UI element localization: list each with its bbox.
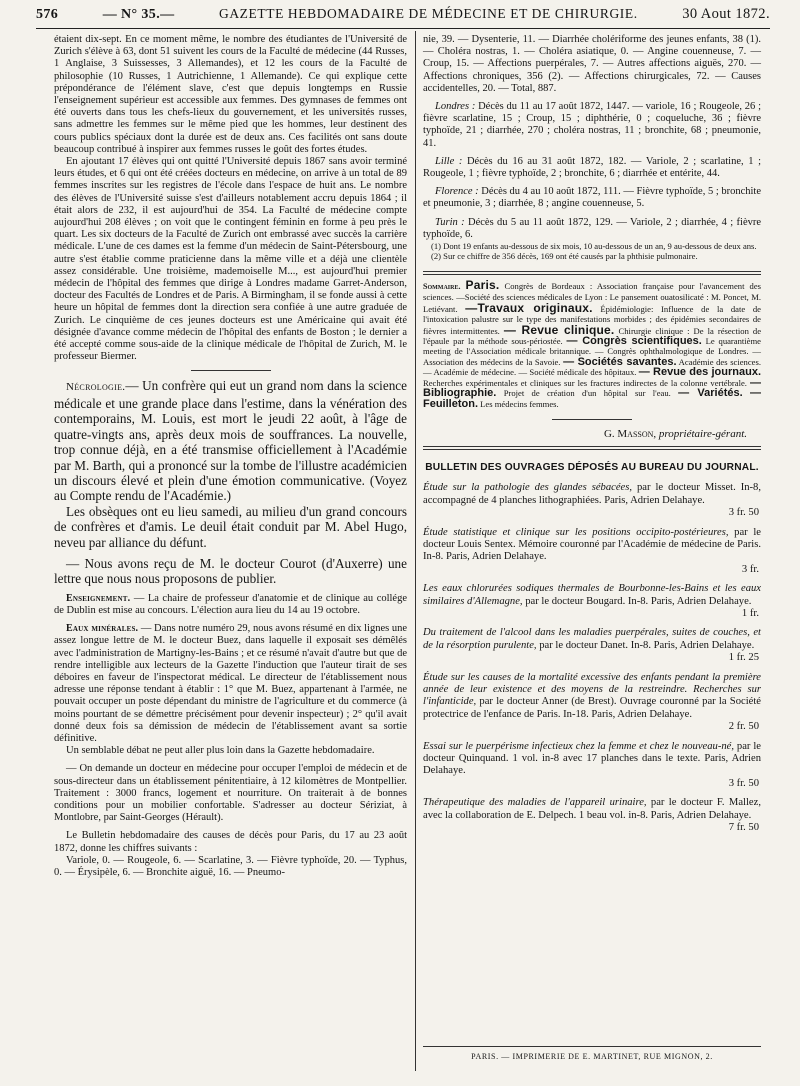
bulletin-paris-stats: Variole, 0. — Rougeole, 6. — Scarlatine, 3. — Fièvre typhoïde, 20. — Typhus, 0. — Érysipèle, 6. — Bronchite aiguë, 16. — Pneumo- — [54, 854, 407, 879]
book-entry — [423, 583, 761, 620]
bulletin-title: BULLETIN DES OUVRAGES DÉPOSÉS AU BUREAU DU JOURNAL. — [425, 462, 759, 474]
city-florence: Florence : — [435, 186, 479, 198]
book-entry — [423, 672, 761, 734]
issue-date: 30 Aout 1872. — [682, 6, 770, 22]
book-entry — [423, 797, 761, 834]
necrology-p1 — [54, 378, 407, 503]
stats-turin-text: Décès du 5 au 11 août 1872, 129. — Variole, 2 ; diarrhée, 4 ; fièvre typhoïde, 6. — [423, 216, 762, 240]
signature — [423, 428, 747, 440]
sommaire-bibliographie: — Bibliographie. — [423, 376, 761, 400]
sommaire-text-6: Recherches expérimentales et cliniques sur les fractures indirectes de la colonne vertébrale. — [423, 377, 747, 388]
book-list — [423, 482, 761, 834]
sommaire-text-1: Congrès de Bordeaux : Association française pour l'avancement des sciences. —Société des sciences médicales de Lyon : Le pansement ouatosilicaté : M. Poncet, M. Letiévant. — [423, 281, 762, 314]
necrology-p2: Les obsèques ont eu lieu samedi, au milieu d'un grand concours de confrères et d'amis. Le deuil était conduit par M. Abel Hugo, neveu par alliance du défunt. — [54, 503, 407, 550]
eaux-minerales-label: Eaux minérales. — [66, 623, 139, 635]
city-londres: Londres : — [435, 101, 476, 113]
book-details: par le docteur Danet. In-8. Paris, Adrien Delahaye. — [539, 639, 755, 651]
issue-number: — N° 35.— — [102, 7, 175, 22]
footnote-1: (1) Dont 19 enfants au-dessous de six mois, 10 au-dessous de un an, 9 au-dessous de deux ans. — [431, 241, 757, 252]
book-price: 1 fr. — [741, 607, 759, 619]
book-price: 3 fr. 50 — [728, 507, 759, 519]
book-price: 3 fr. — [741, 563, 759, 575]
enseignement-label: Enseignement. — [66, 592, 131, 604]
stats-lille — [423, 156, 761, 180]
job-offer-note: — On demande un docteur en médecine pour occuper l'emploi de médecin et de sous-directeur dans un établissement pénitentiaire, à 12 kilomètres de Montpellier. Traitement : 3000 francs, logement et nourriture. On traiterait à de bonnes conditions pour un mobilier confortable. S'adresser au docteur Sériziat, à Montlobre, par Saint-Georges (Hérault). — [54, 763, 407, 824]
stats-florence-text: Décès du 4 au 10 août 1872, 111. — Fièvre typhoïde, 5 ; bronchite et pneumonie, 3 ; diarrhée, 8 ; angine couenneuse, 5. — [423, 186, 762, 210]
section-divider — [191, 370, 271, 371]
debat-note: Un semblable débat ne peut aller plus loin dans la Gazette hebdomadaire. — [66, 745, 375, 757]
signature-role: propriétaire-gérant. — [658, 427, 747, 440]
book-title: Les eaux chlorurées sodiques thermales de Bourbonne-les-Bains et les eaux similaires d'Allemagne, — [423, 583, 761, 607]
column-divider — [415, 31, 416, 1071]
book-details: par le docteur Anner (de Brest). Ouvrage couronné par la Société protectrice de l'enfance de Paris. In-18. Paris, Adrien Delahaye. — [423, 696, 761, 720]
sommaire-revue-journaux: — Revue des journaux. — [638, 366, 761, 379]
bulletin-rule — [423, 446, 761, 450]
sommaire-travaux: —Travaux originaux. — [465, 300, 593, 315]
book-details: par le docteur Louis Sentex. Mémoire couronné par l'Académie de médecine de Paris. In-8. Paris, Adrien Delahaye. — [423, 526, 762, 563]
bulletin-paris-stats-cont: nie, 39. — Dysenterie, 11. — Diarrhée cholériforme des jeunes enfants, 38 (1). — Choléra nostras, 1. — Choléra asiatique, 0. — Angine couenneuse, 7. — Croup, 15. — Affections puerpérales, 7. — Autres affections aiguës, 270. — Affections chroniques, 356 (2). — Affections chirurgicales, 72. — Causes accidentelles, 20. — Total, 887. — [423, 34, 761, 94]
book-title: Étude statistique et clinique sur les positions occipito-postérieures, — [423, 526, 729, 538]
right-column — [423, 34, 761, 841]
sommaire-text-5: Académie des sciences. — Académie de médecine. — Société médicale des hôpitaux. — [423, 356, 761, 378]
enseignement-note — [54, 593, 407, 617]
book-price: 3 fr. 50 — [728, 777, 759, 789]
necrology-text: — Un confrère qui eut un grand nom dans la science médicale et une grande place dans l'estime, dans la vénération des contemporains, M. Louis, est mort le jeudi 22 août, à l'âge de quatre-vingts ans, après deux mois de souffrances. La nouvelle, trop connue déjà, en a été transmise officiellement à l'Académie par M. Barth, qui a prononcé sur la tombe de l'illustre académicien un discours élevé et plein d'une émotion communicative. (Voyez au Compte rendu de l'Académie.) — [54, 378, 407, 504]
sommaire-paris: Paris. — [465, 278, 500, 293]
sommaire-revue-clinique: — Revue clinique. — [503, 322, 615, 337]
stats-florence — [423, 186, 761, 210]
book-price: 1 fr. 25 — [728, 652, 759, 664]
sommaire-text-7: Projet de création d'un hôpital sur l'eau. — [503, 388, 671, 399]
eaux-minerales-note — [54, 623, 407, 745]
article-zurich-p2: En ajoutant 17 élèves qui ont quitté l'Université depuis 1867 sans avoir terminé leurs études, et 6 qui ont été créées docteurs en médecine, on arrive à un total de 89 femmes inscrites sur les registres de l'école dans l'espace de huit ans. Le nombre des élèves de l'Université suisse s'est d'ailleurs notablement accru depuis 1864 ; il était alors de 232, il est aujourd'hui de 354. La Faculté de médecine compte aujourd'hui 208 élèves ; on voit que le contingent féminin en forme à peu près le quart. Les six docteurs de la Faculté de Zurich ont embrassé avec succès la carrière médicale. L'une de ces dames est la femme d'un médecin de Saint-Pétersbourg, une autre s'est établie comme praticienne dans la même ville et a déjà une clientèle assez considérable. Une troisième, mademoiselle M..., est aujourd'hui premier médecin de l'hôpital des femmes que dirige à Londres madame Garret-Anderson, docteur des Facultés de Londres et de Paris. A Birmingham, il se fonde aussi à cette heure un hôpital de femmes dont la direction sera confiée à une autre graduée de Zurich. Le cinquième de ces jeunes docteurs est une Américaine qui avait été désignée d'avance comme médecin de l'hôpital des enfants de Boston ; le dernier a été accepté comme sous-aide de la clinique médicale de l'hôpital de Zurich, M. le professeur Biermer. — [54, 156, 407, 363]
sommaire-text-8: Les médecins femmes. — [480, 398, 559, 409]
sommaire-rule — [423, 271, 761, 275]
book-price: 7 fr. 50 — [728, 822, 759, 834]
book-entry — [423, 527, 761, 577]
city-turin: Turin : — [435, 216, 465, 228]
book-title: Étude sur les causes de la mortalité excessive des enfants pendant la première année de leur existence et des moyens de la restreindre. Recherches sur l'infanticide, — [423, 671, 761, 708]
page-header — [36, 6, 770, 28]
book-title: Essai sur le puerpérisme infectieux chez la femme et chez le nouveau-né, — [423, 740, 735, 752]
page-number: 576 — [36, 7, 59, 22]
header-rule — [36, 28, 770, 29]
bulletin-paris-intro: Le Bulletin hebdomadaire des causes de décès pour Paris, du 17 au 23 août 1872, donne les chiffres suivants : — [54, 830, 407, 854]
stats-turin — [423, 217, 761, 241]
book-details: par le docteur Quinquand. 1 vol. in-8 avec 17 planches dans le texte. Paris, Adrien Delahaye. — [423, 740, 761, 777]
book-entry — [423, 482, 761, 519]
journal-title: GAZETTE HEBDOMADAIRE DE MÉDECINE ET DE CHIRURGIE. — [218, 6, 638, 21]
city-lille: Lille : — [435, 155, 463, 167]
book-title: Du traitement de l'alcool dans les maladies puerpérales, suites de couches, et de la résorption purulente, — [423, 627, 761, 651]
sommaire-block — [423, 280, 761, 409]
stats-londres-text: Décès du 11 au 17 août 1872, 1447. — variole, 16 ; Rougeole, 26 ; fièvre scarlatine, 15 ; Croup, 15 ; diphthérie, 0 ; coqueluche, 36 ; fièvre typhoïde, 21 ; diarrhée, 270 ; choléra nostras, 11 ; bronchite, 68 ; pneumonie, 41. — [423, 101, 761, 149]
book-entry — [423, 741, 761, 791]
sommaire-text-3: Chirurgie clinique : De la résection de l'épaule par la méthode sous-périostée. — [423, 325, 762, 347]
article-zurich-p1: étaient dix-sept. En ce moment même, le nombre des étudiantes de l'Université de Zurich s'élève à 63, dont 51 suivent les cours de la Faculté de médecine (44 Russes, 1 Anglaise, 3 Suissesses, 3 Allemandes), et 12 les cours de la Faculté de philosophie (10 Russes, 1 Autrichienne, 1 Allemande). Ce qui explique cette prépondérance de l'élément slave, c'est que depuis longtemps en Russie l'enseignement supérieur est accessible aux femmes. Des gymnases de femmes ont été ouverts dans tous les chefs-lieux du gouvernement, et les universités russes, sans admettre les femmes sur le même pied que les hommes, leur destinent des cours publics spéciaux dont la durée est de deux ans. Ces facilités ont sans doute beaucoup contribué à inspirer aux femmes russes le goût des fortes études. — [54, 34, 407, 155]
footnote-2: (2) Sur ce chiffre de 356 décès, 169 ont été causés par la phthisie pulmonaire. — [431, 251, 698, 262]
book-price: 2 fr. 50 — [728, 721, 759, 733]
sommaire-text-2: Épidémiologie: Influence de la date de l'intoxication palustre sur le type des manifestations morbides ; des épidémies secondaires de fièvres intermittentes. — [423, 303, 761, 336]
book-title: Thérapeutique des maladies de l'appareil urinaire, — [423, 797, 647, 809]
printer-rule — [423, 1046, 761, 1047]
book-details: par le docteur F. Mallez, avec la collaboration de E. Delpech. 1 beau vol. in-8. Paris, Adrien Delahaye. — [423, 797, 761, 821]
stats-londres — [423, 101, 761, 150]
sommaire-varietes: — Variétés. — [678, 387, 743, 400]
sommaire-feuilleton: — Feuilleton. — [423, 387, 761, 410]
stats-lille-text: Décès du 16 au 31 août 1872, 182. — Variole, 2 ; scarlatine, 1 ; Rougeole, 1 ; fièvre typhoïde, 2 ; bronchite, 6 ; diarrhée et entérite, 44. — [423, 155, 761, 180]
eaux-minerales-text: — Dans notre numéro 29, nous avons résumé en dix lignes une assez longue lettre de M. le docteur Buez, dans laquelle il exposait ses démêlés avec l'administration de Martigny-les-Bains ; et ce résumé n'avait d'autre but que de rendre intelligible aux lecteurs de la Gazette l'induction que l'auteur tirait de ses déboires en faveur de l'inspectorat médical. Le directeur de l'établissement nous adresse une réponse tendant à établir : 1° que M. Buez, appartenant à l'armée, ne pouvait occuper un poste dépendant du ministre de l'agriculture et du commerce (à moins pourtant de se démettre précisément pour devenir inspecteur) ; 2° qu'il avait donné deux fois sa démission de médecin de l'établissement avant sa sortie définitive. — [54, 623, 407, 744]
sommaire-text-4: Le quarantième meeting de l'Association médicale britannique. — Congrès ophthalmologique de Londres. — Association des médecins de la Savoie. — [423, 336, 761, 367]
book-entry — [423, 627, 761, 664]
signature-rule — [552, 419, 632, 420]
book-details: par le docteur Misset. In-8, accompagné de 4 planches lithographiées. Paris, Adrien Delahaye. — [423, 482, 761, 506]
enseignement-text: — La chaire de professeur d'anatomie et de clinique au collége de Dublin est mise au concours. L'élection aura lieu du 14 au 19 octobre. — [54, 592, 408, 616]
printer-imprint: PARIS. — IMPRIMERIE DE E. MARTINET, RUE MIGNON, 2. — [471, 1052, 713, 1061]
sommaire-label: Sommaire. — [423, 282, 461, 292]
necrology-label: Nécrologie. — [66, 381, 126, 394]
sommaire-congres: — Congrès scientifiques. — [566, 335, 702, 348]
signature-name: G. Masson, — [603, 427, 657, 440]
necrology-p3: — Nous avons reçu de M. le docteur Courot (d'Auxerre) une lettre que nous nous proposons de publier. — [54, 555, 407, 587]
left-column — [54, 34, 407, 879]
sommaire-societes: — Sociétés savantes. — [563, 355, 677, 368]
book-details: par le docteur Bougard. In-8. Paris, Adrien Delahaye. — [525, 595, 752, 607]
book-title: Étude sur la pathologie des glandes sébacées, — [423, 482, 632, 494]
